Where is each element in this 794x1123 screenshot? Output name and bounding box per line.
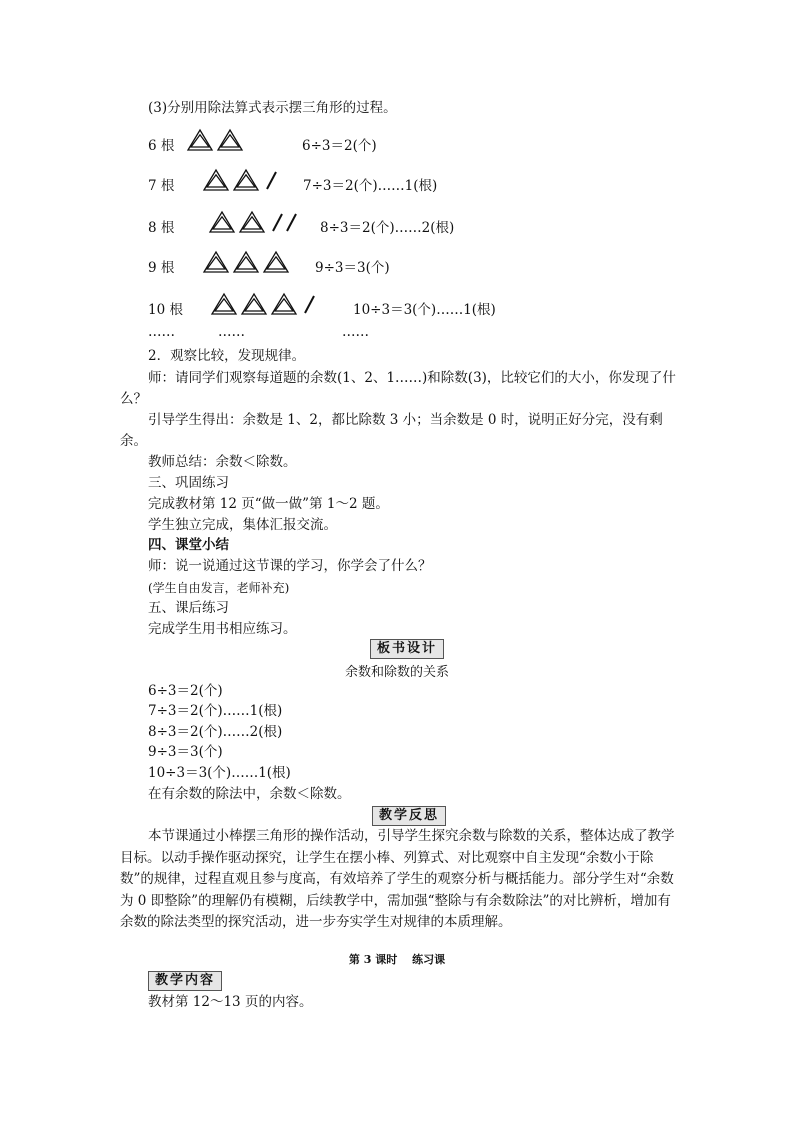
guide-text: 引导学生得出：余数是 1、2，都比除数 3 小；当余数是 0 时，说明正好分完，没有剩余。 xyxy=(120,412,663,449)
diagram-row xyxy=(148,168,708,198)
row-label: 10 根 xyxy=(148,302,183,318)
row-label: 7 根 xyxy=(148,178,175,194)
exercise-text: 完成教材第 12 页“做一做”第 1～2 题。 xyxy=(148,496,389,512)
row-equation: 7÷3＝2(个)……1(根) xyxy=(303,178,438,194)
homework-text: 完成学生用书相应练习。 xyxy=(148,621,297,637)
board-line-3: 8÷3＝2(个)……2(根) xyxy=(148,724,283,740)
stick xyxy=(305,296,314,313)
board-line-1: 6÷3＝2(个) xyxy=(148,683,223,699)
board-design-heading: 板书设计 xyxy=(370,639,444,659)
board-line-2: 7÷3＝2(个)……1(根) xyxy=(148,703,283,719)
stick xyxy=(267,172,276,189)
teacher-question: 师：请同学们观察每道题的余数(1、2、1……)和除数(3)，比较它们的大小，你发现了什么？ xyxy=(120,370,676,407)
diagram-row xyxy=(148,128,708,158)
board-line-4: 9÷3＝3(个) xyxy=(148,744,223,760)
section-2-heading: 2．观察比较，发现规律。 xyxy=(148,348,306,364)
reflection-heading: 教学反思 xyxy=(372,806,446,826)
diagram-row xyxy=(148,292,708,322)
board-conclusion: 在有余数的除法中，余数＜除数。 xyxy=(148,786,351,802)
section-4-heading: 四、课堂小结 xyxy=(148,537,229,553)
triangles-and-sticks xyxy=(210,292,350,318)
row-label: 6 根 xyxy=(148,138,175,154)
section-5-heading: 五、课后练习 xyxy=(148,600,229,616)
board-line-5: 10÷3＝3(个)……1(根) xyxy=(148,765,291,781)
teacher-ask: 师：说一说通过这节课的学习，你学会了什么？ xyxy=(148,558,432,574)
diagram-row xyxy=(148,210,708,240)
content-heading: 教学内容 xyxy=(148,971,222,991)
lesson-3-title: 第 3 课时 练习课 xyxy=(348,953,446,966)
row-equation: 6÷3＝2(个) xyxy=(302,138,377,154)
students-text: 学生独立完成，集体汇报交流。 xyxy=(148,517,337,533)
row-label: 8 根 xyxy=(148,220,175,236)
section-3-heading: 三、巩固练习 xyxy=(148,475,229,491)
note-text: (学生自由发言，老师补充) xyxy=(148,581,290,595)
content-text: 教材第 12～13 页的内容。 xyxy=(148,994,313,1010)
row-equation: 9÷3＝3(个) xyxy=(315,260,390,276)
intro-text: (3)分别用除法算式表示摆三角形的过程。 xyxy=(148,100,397,116)
stick xyxy=(273,214,282,231)
ellipsis-2: …… xyxy=(218,324,245,340)
stick xyxy=(287,214,296,231)
board-title: 余数和除数的关系 xyxy=(344,665,449,680)
reflection-text: 本节课通过小棒摆三角形的操作活动，引导学生探究余数与除数的关系，整体达成了教学目标。以动手操作驱动探究，让学生在摆小棒、列算式、对比观察中自主发现“余数小于除数”的规律，过程直观且参与度高，有效培养了学生的观察分析与概括能力。部分学生对“余数为 0 即整除”的理解仍有模糊，后续教学中，需加强“整除与有余数除法”的对比辨析，增加有余数的除法类型的探究活动，进一步夯实学生对规律的本质理解。 xyxy=(120,828,675,930)
ellipsis-3: …… xyxy=(342,324,369,340)
teacher-summary: 教师总结：余数＜除数。 xyxy=(148,454,297,470)
row-equation: 10÷3＝3(个)……1(根) xyxy=(353,302,496,318)
ellipsis-1: …… xyxy=(148,324,175,340)
diagram-row xyxy=(148,250,708,280)
row-equation: 8÷3＝2(个)……2(根) xyxy=(320,220,455,236)
row-label: 9 根 xyxy=(148,260,175,276)
